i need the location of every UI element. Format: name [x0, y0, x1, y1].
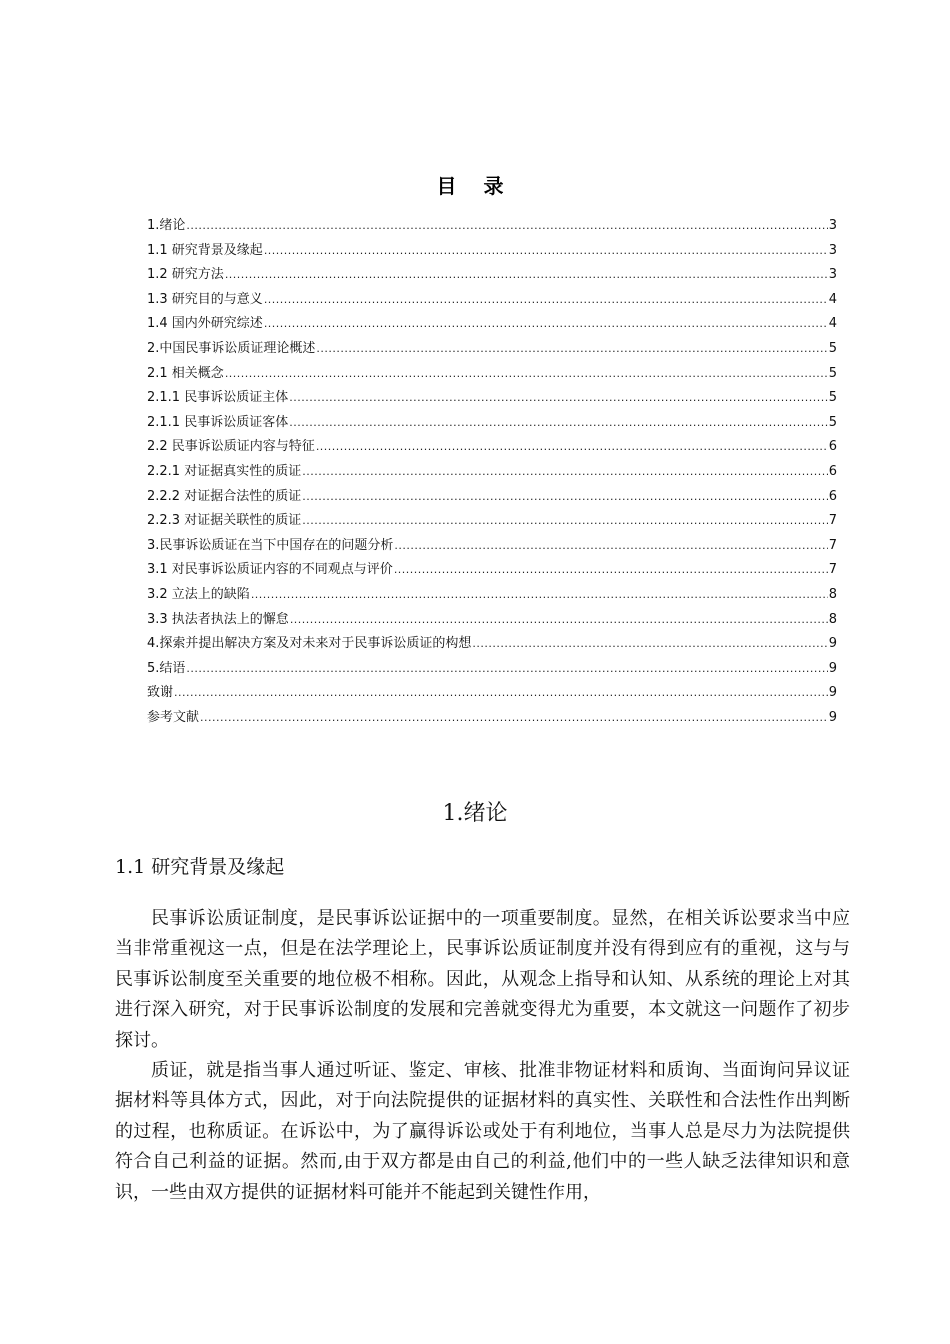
body-paragraph: 民事诉讼质证制度，是民事诉讼证据中的一项重要制度。显然，在相关诉讼要求当中应当非常重视这一点，但是在法学理论上，民事诉讼质证制度并没有得到应有的重视，这与与民事诉讼制度至关重要的地位极不相称。因此，从观念上指导和认知、从系统的理论上对其进行深入研究，对于民事诉讼制度的发展和完善就变得尤为重要，本文就这一问题作了初步探讨。: [115, 908, 850, 1051]
toc-entry[interactable]: [147, 657, 837, 682]
toc-leader-dots: [290, 613, 828, 626]
toc-entry-page-number: 7: [828, 537, 837, 553]
toc-entry-page-number: 5: [828, 340, 837, 356]
toc-entry-label: 2.2.3 对证据关联性的质证: [147, 513, 302, 529]
toc-entry-label: 1.绪论: [147, 218, 186, 233]
toc-entry-page-number: 8: [828, 611, 837, 627]
toc-leader-dots: [264, 317, 828, 330]
toc-entry-page-number: 9: [828, 709, 837, 725]
toc-entry[interactable]: [147, 460, 837, 485]
toc-entry-label: 3.民事诉讼质证在当下中国存在的问题分析: [147, 537, 394, 553]
toc-entry[interactable]: [147, 558, 837, 583]
toc-entry-label: 2.1.1 民事诉讼质证主体: [147, 390, 289, 406]
toc-leader-dots: [394, 539, 827, 552]
toc-entry[interactable]: [147, 386, 837, 411]
toc-title: 目 录: [436, 174, 514, 198]
toc-entry-label: 3.3 执法者执法上的懈怠: [147, 611, 289, 627]
toc-entry[interactable]: [147, 337, 837, 362]
toc-leader-dots: [289, 416, 828, 429]
toc-leader-dots: [302, 465, 828, 478]
toc-leader-dots: [289, 391, 828, 404]
toc-entry-page-number: 6: [828, 439, 837, 455]
toc-entry-label: 5.结语: [147, 660, 186, 676]
toc-entry[interactable]: [147, 312, 837, 337]
toc-entry-page-number: 4: [828, 291, 837, 307]
toc-entry-label: 1.1 研究背景及缘起: [147, 242, 263, 258]
toc-entry-label: 1.2 研究方法: [147, 267, 224, 283]
toc-entry[interactable]: [147, 681, 837, 706]
toc-leader-dots: [316, 440, 828, 453]
toc-entry-label: 2.2.1 对证据真实性的质证: [147, 463, 302, 479]
toc-entry[interactable]: [147, 239, 837, 264]
toc-leader-dots: [472, 637, 827, 650]
section-title: 1.1 研究背景及缘起: [115, 856, 285, 878]
toc-leader-dots: [186, 662, 827, 675]
toc-leader-dots: [174, 686, 828, 699]
toc-entry[interactable]: [147, 608, 837, 633]
toc-entry-page-number: 5: [828, 390, 837, 406]
toc-entry-page-number: 6: [828, 488, 837, 504]
toc-entry-page-number: 3: [828, 218, 837, 233]
toc-entry[interactable]: [147, 263, 837, 288]
toc-entry[interactable]: [147, 411, 837, 436]
toc-leader-dots: [186, 219, 827, 232]
toc-entry[interactable]: [147, 632, 837, 657]
toc-leader-dots: [225, 268, 828, 281]
toc-entry-page-number: 3: [828, 242, 837, 258]
toc-entry[interactable]: [147, 583, 837, 608]
toc-entry-label: 1.3 研究目的与意义: [147, 291, 263, 307]
chapter-title: 1.绪论: [442, 801, 508, 826]
toc-leader-dots: [251, 588, 828, 601]
toc-entry-label: 3.2 立法上的缺陷: [147, 586, 250, 602]
toc-entry-label: 致谢: [147, 685, 174, 701]
toc-leader-dots: [200, 711, 828, 724]
toc-entry-label: 1.4 国内外研究综述: [147, 316, 263, 332]
toc-entry-page-number: 9: [828, 685, 837, 701]
toc-entry-page-number: 9: [828, 636, 837, 652]
toc-entry-page-number: 4: [828, 316, 837, 332]
body-paragraph: 质证，就是指当事人通过听证、鉴定、审核、批准非物证材料和质询、当面询问异议证据材料等具体方式，因此，对于向法院提供的证据材料的真实性、关联性和合法性作出判断的过程，也称质证。在诉讼中，为了赢得诉讼或处于有利地位，当事人总是尽力为法院提供符合自己利益的证据。然而,由于双方都是由自己的利益,他们中的一些人缺乏法律知识和意识，一些由双方提供的证据材料可能并不能起到关键性作用，: [115, 1060, 850, 1203]
toc-entry-page-number: 6: [828, 463, 837, 479]
toc-entry-page-number: 7: [828, 513, 837, 529]
table-of-contents: [147, 214, 837, 730]
toc-leader-dots: [316, 342, 827, 355]
body-text: [115, 904, 850, 1208]
toc-entry[interactable]: [147, 288, 837, 313]
toc-entry-label: 4.探索并提出解决方案及对未来对于民事诉讼质证的构想: [147, 636, 472, 652]
toc-entry-label: 2.中国民事诉讼质证理论概述: [147, 340, 316, 356]
toc-entry-page-number: 5: [828, 365, 837, 381]
toc-entry-label: 2.2 民事诉讼质证内容与特征: [147, 439, 315, 455]
toc-entry-page-number: 3: [828, 267, 837, 283]
toc-leader-dots: [302, 490, 828, 503]
toc-entry[interactable]: [147, 435, 837, 460]
toc-entry-page-number: 7: [828, 562, 837, 578]
toc-leader-dots: [264, 244, 828, 257]
toc-entry[interactable]: [147, 509, 837, 534]
toc-leader-dots: [225, 367, 828, 380]
toc-entry-label: 2.1 相关概念: [147, 365, 224, 381]
toc-leader-dots: [394, 563, 828, 576]
toc-entry-label: 2.2.2 对证据合法性的质证: [147, 488, 302, 504]
toc-entry[interactable]: [147, 214, 837, 239]
toc-entry-page-number: 9: [828, 660, 837, 676]
toc-entry[interactable]: [147, 534, 837, 559]
toc-entry-label: 参考文献: [147, 709, 200, 725]
toc-entry-label: 2.1.1 民事诉讼质证客体: [147, 414, 289, 430]
toc-entry-page-number: 8: [828, 586, 837, 602]
toc-entry[interactable]: [147, 706, 837, 731]
toc-entry[interactable]: [147, 485, 837, 510]
toc-entry-label: 3.1 对民事诉讼质证内容的不同观点与评价: [147, 562, 393, 578]
toc-leader-dots: [264, 293, 828, 306]
toc-entry[interactable]: [147, 362, 837, 387]
toc-entry-page-number: 5: [828, 414, 837, 430]
toc-leader-dots: [302, 514, 828, 527]
